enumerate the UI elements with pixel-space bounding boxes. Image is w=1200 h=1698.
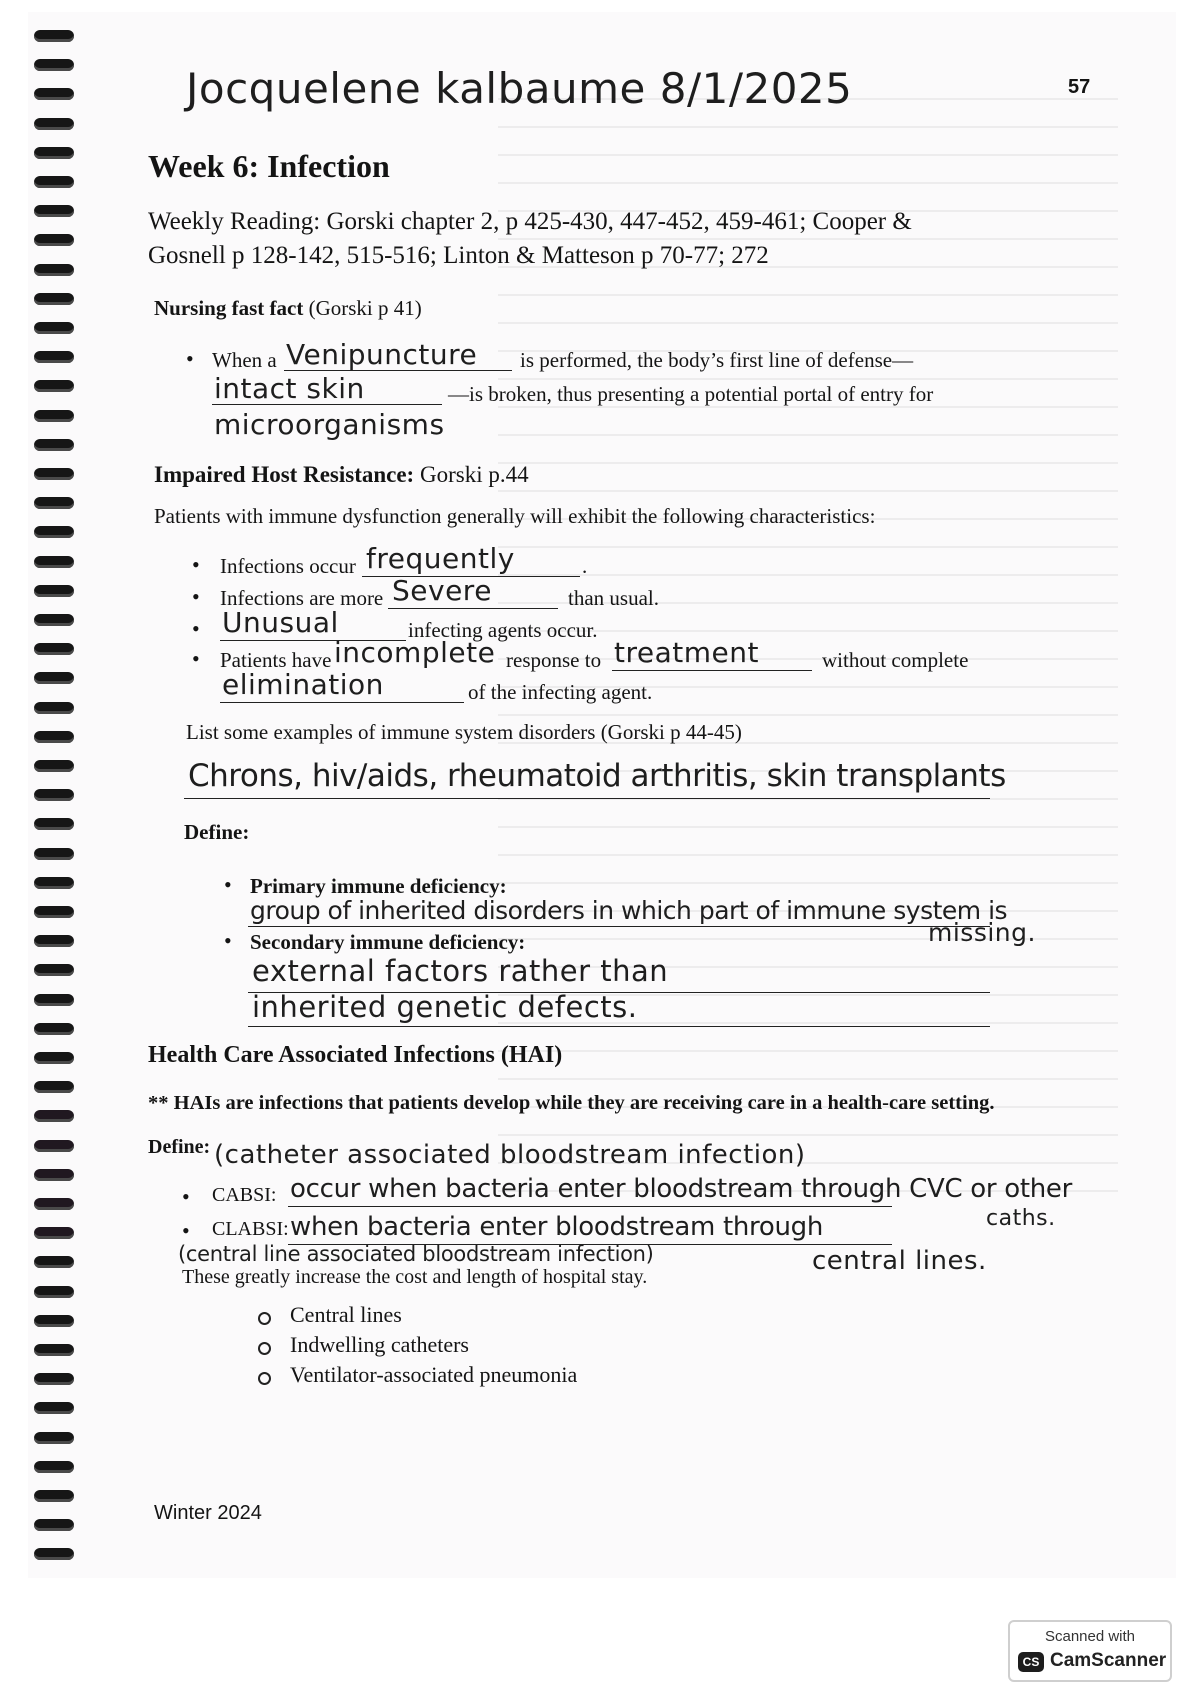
spiral-ring [34,1227,74,1239]
spiral-ring [34,1256,74,1268]
student-name-date: Jocquelene kalbaume 8/1/2025 [186,64,853,113]
spiral-ring [34,760,74,772]
primary-answer-1: group of inherited disorders in which part of immune system is [250,896,1008,925]
blank-line [184,798,990,799]
spiral-ring [34,789,74,801]
spiral-ring [34,234,74,246]
blank-line [288,1206,892,1207]
spiral-ring [34,556,74,568]
spiral-ring [34,585,74,597]
nursing-fact-title: Nursing fast fact [154,296,304,320]
spiral-ring [34,1519,74,1531]
b1-post: . [582,554,588,578]
impaired-intro: Patients with immune dysfunction generally will exhibit the following characteristics: [154,504,876,528]
bullet-icon: • [224,928,232,953]
spiral-ring [34,439,74,451]
spiral-ring [34,1052,74,1064]
bullet-icon: • [192,552,200,577]
clabsi-answer-2: central lines. [812,1246,987,1276]
b4-end: of the infecting agent. [468,680,653,704]
blank-line [220,702,464,703]
spiral-ring [34,380,74,392]
blank-line [248,926,990,927]
spiral-ring [34,264,74,276]
blank-line [388,608,558,609]
spiral-ring [34,818,74,830]
define-label: Define: [184,820,250,844]
blank-line [284,370,512,371]
spiral-ring [34,1490,74,1502]
spiral-ring [34,88,74,100]
fact-answer-1: Venipuncture [286,338,478,371]
circle-bullet-icon [258,1372,271,1385]
page-title: Week 6: Infection [148,148,390,184]
blank-line [612,670,812,671]
scanned-with-text: Scanned with [1044,1628,1136,1645]
spiral-ring [34,935,74,947]
spiral-ring [34,1110,74,1122]
bullet-icon: • [192,646,200,671]
spiral-ring [34,526,74,538]
fact-text-mid: is performed, the body’s first line of defense— [520,348,914,372]
spiral-ring [34,1140,74,1152]
spiral-ring [34,1315,74,1327]
b1-pre: Infections occur [220,554,356,578]
b3-answer: Unusual [222,606,339,639]
spiral-ring [34,1081,74,1093]
spiral-ring [34,1432,74,1444]
spiral-ring [34,1286,74,1298]
spiral-ring [34,59,74,71]
reading-line-2: Gosnell p 128-142, 515-516; Linton & Matteson p 70-77; 272 [148,242,769,269]
spiral-ring [34,497,74,509]
spiral-ring [34,1402,74,1414]
b4-answer-1: incomplete [334,636,496,669]
fact-text-post: —is broken, thus presenting a potential portal of entry for [448,382,934,406]
fact-answer-2: intact skin [214,372,365,405]
hai-item: Ventilator-associated pneumonia [290,1362,578,1387]
spiral-ring [34,731,74,743]
blank-line [212,404,442,405]
camscanner-brand: CamScanner [1050,1650,1167,1671]
b3-post: infecting agents occur. [408,618,598,642]
fact-answer-3: microorganisms [214,408,445,441]
clabsi-note: (central line associated bloodstream infection) [178,1242,654,1266]
examples-answer: Chrons, hiv/aids, rheumatoid arthritis, skin transplants [188,758,1006,794]
reading-line-1: Weekly Reading: Gorski chapter 2, p 425-430, 447-452, 459-461; Cooper & [148,208,912,235]
b4-answer-2: treatment [614,636,759,669]
b4-post: without complete [822,648,969,672]
bullet-icon: • [182,1184,190,1209]
spiral-ring [34,672,74,684]
fact-text-pre: When a [212,348,277,372]
b4-answer-3: elimination [222,668,384,701]
hai-heading: Health Care Associated Infections (HAI) [148,1042,563,1068]
hai-item: Central lines [290,1302,402,1327]
camscanner-watermark [1008,1620,1172,1682]
examples-prompt: List some examples of immune system disorders (Gorski p 44-45) [186,720,742,744]
term-footer: Winter 2024 [154,1502,262,1524]
circle-bullet-icon [258,1312,271,1325]
cost-line: These greatly increase the cost and length of hospital stay. [182,1266,648,1288]
b2-post: than usual. [568,586,659,610]
spiral-ring [34,293,74,305]
spiral-ring [34,30,74,42]
secondary-answer-1: external factors rather than [252,954,669,988]
cabsi-label: CABSI: [212,1184,277,1206]
circle-bullet-icon [258,1342,271,1355]
nursing-fact-ref: (Gorski p 41) [303,296,422,320]
bullet-icon: • [192,584,200,609]
spiral-ring [34,468,74,480]
spiral-ring [34,848,74,860]
spiral-ring [34,205,74,217]
camscanner-logo-icon: CS [1018,1652,1044,1672]
bullet-icon: • [224,872,232,897]
spiral-ring [34,1548,74,1560]
primary-label: Primary immune deficiency: [250,874,507,898]
secondary-label: Secondary immune deficiency: [250,930,526,954]
hai-note-text: ** HAIs are infections that patients develop while they are receiving care in a health-care setting. [148,1092,995,1114]
spiral-ring [34,1373,74,1385]
clabsi-label: CLABSI: [212,1218,289,1240]
impaired-heading [154,462,529,488]
spiral-ring [34,1344,74,1356]
spiral-ring [34,1023,74,1035]
nursing-fact-heading [154,296,422,321]
hai-define-note: (catheter associated bloodstream infection) [214,1140,806,1170]
spiral-ring [34,118,74,130]
spiral-ring [34,643,74,655]
spiral-ring [34,351,74,363]
spiral-ring [34,322,74,334]
spiral-ring [34,176,74,188]
impaired-ref: Gorski p.44 [414,462,529,487]
hai-note [148,1092,994,1115]
spiral-ring [34,1169,74,1181]
bullet-icon: • [186,346,194,371]
spiral-ring [34,147,74,159]
spiral-ring [34,1461,74,1473]
spiral-ring [34,614,74,626]
secondary-answer-2: inherited genetic defects. [252,990,638,1024]
spiral-ring [34,1198,74,1210]
hai-define-label: Define: [148,1136,211,1158]
spiral-ring [34,906,74,918]
page-number: 57 [1068,76,1091,98]
b1-answer: frequently [366,542,515,575]
b2-pre: Infections are more [220,586,384,610]
spiral-ring [34,994,74,1006]
blank-line [248,1026,990,1027]
b4-pre: Patients have [220,648,332,672]
spiral-ring [34,964,74,976]
primary-answer-2: missing. [928,918,1036,947]
bullet-icon: • [192,616,200,641]
clabsi-answer: when bacteria enter bloodstream through [290,1212,824,1242]
impaired-title: Impaired Host Resistance: [154,462,415,487]
cabsi-answer: occur when bacteria enter bloodstream through CVC or other [290,1174,1072,1204]
spiral-ring [34,410,74,422]
spiral-ring [34,877,74,889]
cabsi-answer-2: caths. [986,1206,1056,1231]
spiral-ring [34,702,74,714]
spiral-binding [28,30,78,1578]
notebook-page [28,12,1176,1578]
b2-answer: Severe [392,574,492,607]
bullet-icon: • [182,1218,190,1243]
b4-mid: response to [506,648,602,672]
hai-item: Indwelling catheters [290,1332,469,1357]
